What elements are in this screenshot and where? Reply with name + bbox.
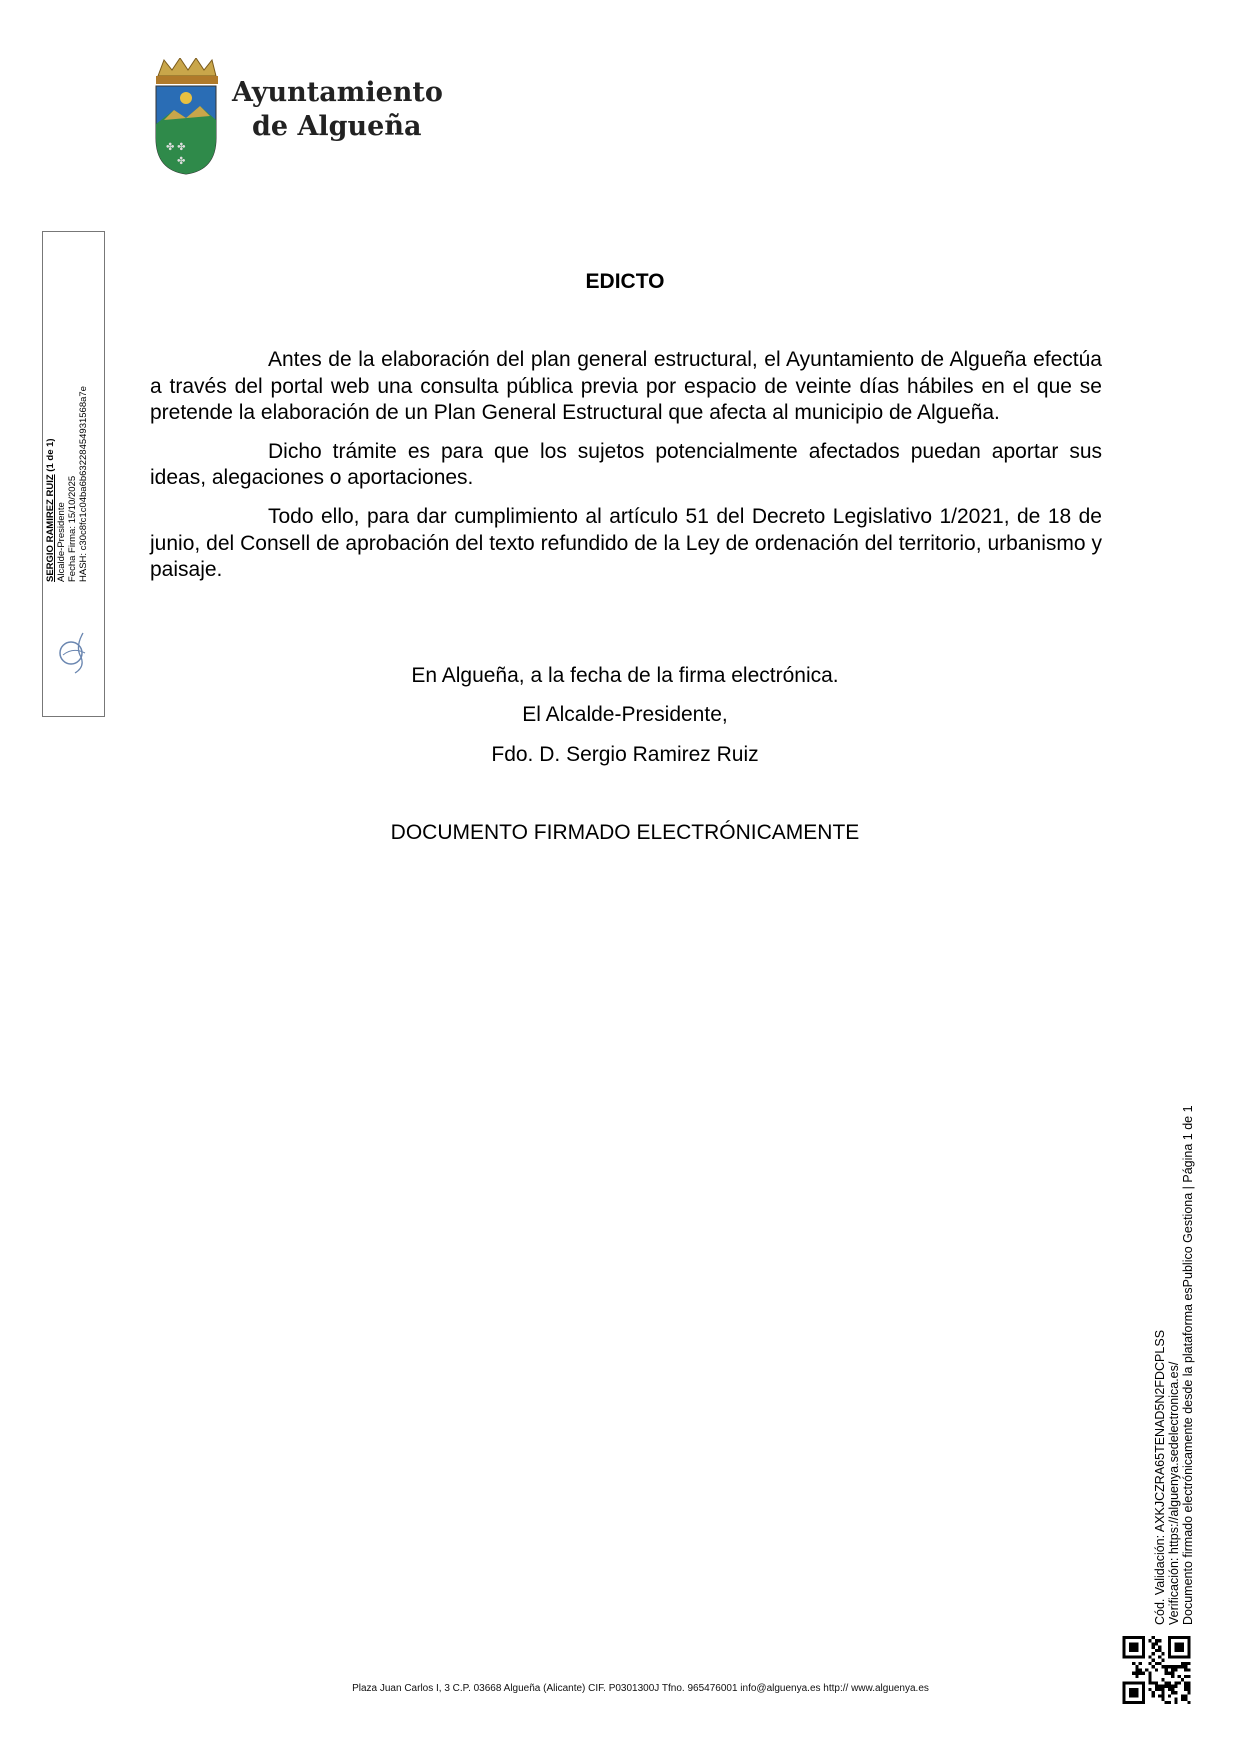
electronic-signature-note: DOCUMENTO FIRMADO ELECTRÓNICAMENTE bbox=[390, 821, 860, 844]
signer-role: Alcalde-Presidente bbox=[56, 502, 67, 582]
document-title: EDICTO bbox=[585, 270, 665, 293]
signature-text bbox=[45, 386, 89, 582]
signature-count: (1 de 1) bbox=[45, 438, 56, 475]
verification-text bbox=[1153, 1105, 1195, 1625]
paragraph: Dicho trámite es para que los sujetos potencialmente afectados puedan aportar sus ideas, alegaciones o aportaciones. bbox=[150, 439, 1102, 490]
closing-role: El Alcalde-Presidente, bbox=[522, 703, 728, 726]
municipal-logo bbox=[150, 58, 470, 178]
signature-hash: HASH: c30c8fc1c04ba6b63228454931568a7e bbox=[78, 386, 89, 582]
validation-code: Cód. Validación: AXKJCZRA65TENAD5N2FDCPLSS bbox=[1153, 1329, 1167, 1625]
paragraph: Antes de la elaboración del plan general estructural, el Ayuntamiento de Algueña efectúa a través del portal web una consulta pública previa por espacio de veinte días hábiles en el que se pretende la elaboración de un Plan General Estructural que afecta al municipio de Algueña. bbox=[150, 348, 1102, 425]
platform-note: Documento firmado electrónicamente desde la plataforma esPublico Gestiona | Página 1 de 1 bbox=[1181, 1105, 1195, 1625]
svg-text:✤ ✤: ✤ ✤ bbox=[166, 142, 186, 153]
coat-of-arms-icon bbox=[150, 58, 222, 176]
closing-place-date: En Algueña, a la fecha de la firma electrónica. bbox=[411, 664, 839, 687]
signer-name: SERGIO RAMIREZ RUIZ bbox=[45, 474, 56, 582]
signature-date: Fecha Firma: 15/10/2025 bbox=[67, 475, 78, 582]
verification-url: Verificación: https://alguenya.sedelectronica.es/ bbox=[1167, 1361, 1181, 1625]
closing-signature: Fdo. D. Sergio Ramirez Ruiz bbox=[491, 743, 759, 766]
signature-stamp-box bbox=[42, 231, 105, 717]
org-name-line2: de Algueña bbox=[252, 111, 422, 142]
org-name-line1: Ayuntamiento bbox=[232, 77, 443, 108]
document-body bbox=[150, 347, 1102, 596]
footer-address: Plaza Juan Carlos I, 3 C.P. 03668 Algueña (Alicante) CIF. P0301300J Tfno. 965476001 info@alguenya.es http:// www.alguenya.es bbox=[352, 1683, 929, 1694]
svg-text:✤: ✤ bbox=[177, 156, 186, 167]
paragraph: Todo ello, para dar cumplimiento al artículo 51 del Decreto Legislativo 1/2021, de 18 de junio, del Consell de aprobación del texto refundido de la Ley de ordenación del territorio, urbanismo y paisaje. bbox=[150, 504, 1102, 582]
